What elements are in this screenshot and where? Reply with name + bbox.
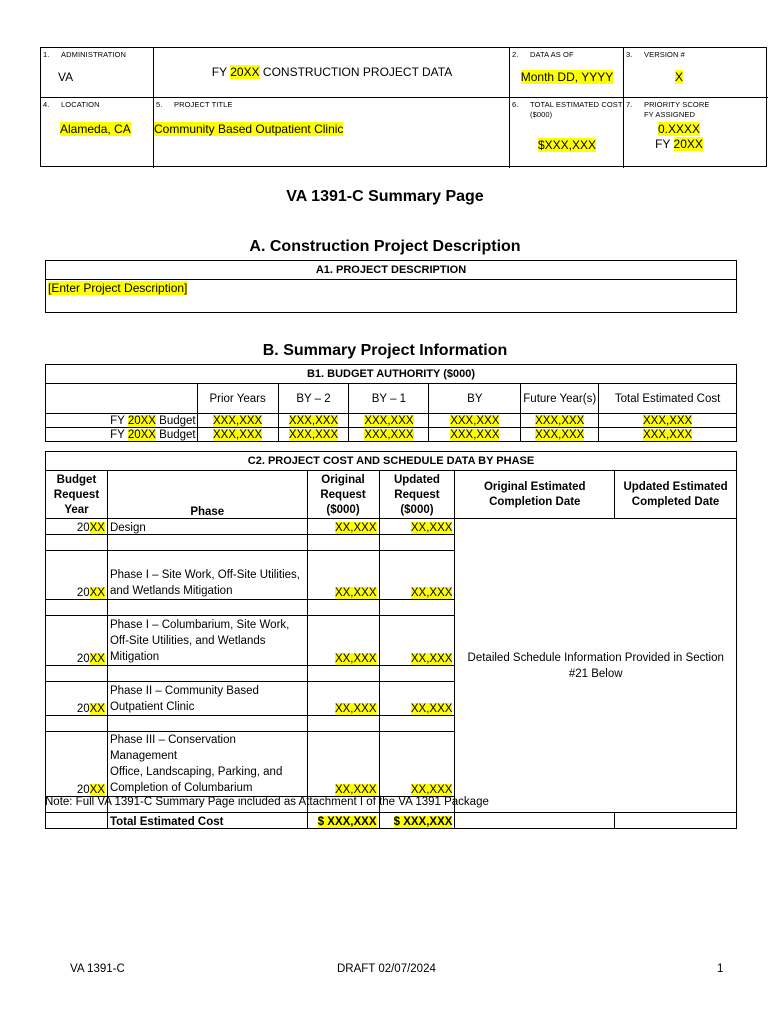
phase-year[interactable]: XX bbox=[89, 784, 105, 796]
budget-cell[interactable]: XXX,XXX bbox=[450, 415, 500, 427]
field-number: 1. bbox=[43, 50, 50, 59]
col-by-minus-1: BY – 1 bbox=[349, 384, 429, 414]
col-original-estimated-completion: Original Estimated Completion Date bbox=[455, 471, 615, 519]
updated-request-cell[interactable]: XX,XXX bbox=[410, 587, 453, 599]
field-number: 6. bbox=[512, 100, 519, 109]
administration-value: VA bbox=[58, 70, 74, 84]
budget-row-label: FY 20XX Budget bbox=[46, 414, 198, 428]
phase-year[interactable]: XX bbox=[89, 703, 105, 715]
updated-request-cell[interactable]: XX,XXX bbox=[410, 784, 453, 796]
project-title-label: PROJECT TITLE bbox=[174, 100, 233, 109]
original-request-cell[interactable]: XX,XXX bbox=[334, 653, 377, 665]
section-b-title: B. Summary Project Information bbox=[262, 342, 508, 359]
budget-cell[interactable]: XXX,XXX bbox=[535, 429, 585, 441]
project-description-input[interactable]: [Enter Project Description] bbox=[48, 281, 188, 295]
fy-assigned-label: FY ASSIGNED bbox=[644, 110, 695, 119]
budget-row-label: FY 20XX Budget bbox=[46, 428, 198, 442]
data-as-of-label: DATA AS OF bbox=[530, 50, 574, 59]
data-as-of-cell bbox=[510, 48, 624, 98]
updated-request-cell[interactable]: XX,XXX bbox=[410, 522, 453, 534]
schedule-note: Detailed Schedule Information Provided in Section #21 Below bbox=[455, 519, 737, 813]
budget-cell[interactable]: XXX,XXX bbox=[450, 429, 500, 441]
original-request-cell[interactable]: XX,XXX bbox=[334, 587, 377, 599]
version-label: VERSION # bbox=[644, 50, 685, 59]
total-estimated-cost-value[interactable]: $XXX,XXX bbox=[537, 138, 597, 152]
table-row: 20XX Phase I – Columbarium, Site Work, Off-Site Utilities, and Wetlands Mitigation XX,XXX XX,XXX bbox=[46, 616, 737, 666]
version-cell bbox=[624, 48, 768, 98]
project-data-title: FY 20XX CONSTRUCTION PROJECT DATA bbox=[211, 65, 453, 79]
priority-score-value[interactable]: 0.XXXX bbox=[657, 122, 701, 136]
summary-note: Note: Full VA 1391-C Summary Page included as Attachment I of the VA 1391 Package bbox=[45, 796, 489, 808]
footer-page-number: 1 bbox=[717, 963, 724, 975]
project-description-header: A1. PROJECT DESCRIPTION bbox=[46, 261, 736, 280]
total-updated-request[interactable]: $ XXX,XXX bbox=[393, 816, 453, 828]
priority-score-label: PRIORITY SCORE bbox=[644, 100, 710, 109]
phase-year[interactable]: XX bbox=[89, 653, 105, 665]
priority-score-cell bbox=[624, 98, 768, 168]
budget-cell[interactable]: XXX,XXX bbox=[212, 429, 263, 441]
phase-table-header: C2. PROJECT COST AND SCHEDULE DATA BY PHASE bbox=[46, 452, 737, 471]
table-row: 20XX Phase I – Site Work, Off-Site Utilities, and Wetlands Mitigation XX,XXX XX,XXX bbox=[46, 551, 737, 600]
project-description-box bbox=[45, 260, 737, 313]
field-number: 5. bbox=[156, 100, 163, 109]
original-request-cell[interactable]: XX,XXX bbox=[334, 784, 377, 796]
budget-cell[interactable]: XXX,XXX bbox=[364, 429, 414, 441]
location-value[interactable]: Alameda, CA bbox=[60, 122, 131, 136]
total-label: Total Estimated Cost bbox=[107, 813, 307, 829]
phase-cost-schedule-table bbox=[45, 451, 737, 829]
footer-form-id: VA 1391-C bbox=[70, 963, 125, 975]
phase-year[interactable]: XX bbox=[89, 587, 105, 599]
budget-cell[interactable]: XXX,XXX bbox=[535, 415, 585, 427]
original-request-cell[interactable]: XX,XXX bbox=[334, 703, 377, 715]
budget-cell[interactable]: XXX,XXX bbox=[212, 415, 263, 427]
total-estimated-cost-cell bbox=[510, 98, 624, 168]
phase-name: Phase I – Columbarium, Site Work, Off-Site Utilities, and Wetlands Mitigation bbox=[107, 616, 307, 666]
phase-name: Design bbox=[107, 519, 307, 535]
col-phase: Phase bbox=[107, 471, 307, 519]
col-future-years: Future Year(s) bbox=[521, 384, 599, 414]
col-updated-request: Updated Request ($000) bbox=[379, 471, 455, 519]
field-number: 2. bbox=[512, 50, 519, 59]
budget-authority-table bbox=[45, 364, 737, 442]
phase-name: Phase I – Site Work, Off-Site Utilities, and Wetlands Mitigation bbox=[107, 551, 307, 600]
total-original-request[interactable]: $ XXX,XXX bbox=[317, 816, 377, 828]
project-data-title-cell bbox=[154, 48, 510, 98]
field-number: 7. bbox=[626, 100, 633, 109]
budget-cell[interactable]: XXX,XXX bbox=[288, 415, 339, 427]
col-original-request: Original Request ($000) bbox=[307, 471, 379, 519]
table-row: 20XX Phase III – Conservation Management Office, Landscaping, Parking, and Completion of Columbarium XX,XXX XX,XXX bbox=[46, 732, 737, 797]
project-title-value[interactable]: Community Based Outpatient Clinic bbox=[154, 122, 344, 136]
table-row: 20XX Phase II – Community Based Outpatient Clinic XX,XXX XX,XXX bbox=[46, 682, 737, 716]
budget-cell[interactable]: XXX,XXX bbox=[642, 429, 693, 441]
total-estimated-cost-label: TOTAL ESTIMATED COST bbox=[530, 100, 623, 109]
project-data-year: 20XX bbox=[230, 65, 260, 79]
updated-request-cell[interactable]: XX,XXX bbox=[410, 703, 453, 715]
version-value[interactable]: X bbox=[674, 70, 683, 84]
total-row bbox=[46, 813, 737, 829]
data-as-of-value[interactable]: Month DD, YYYY bbox=[520, 70, 614, 84]
table-row bbox=[46, 414, 737, 428]
col-total-estimated-cost: Total Estimated Cost bbox=[599, 384, 737, 414]
fy-assigned-value: FY 20XX bbox=[655, 137, 703, 151]
budget-authority-header: B1. BUDGET AUTHORITY ($000) bbox=[46, 365, 737, 384]
budget-cell[interactable]: XXX,XXX bbox=[642, 415, 693, 427]
administration-cell bbox=[41, 48, 154, 98]
updated-request-cell[interactable]: XX,XXX bbox=[410, 653, 453, 665]
phase-name: Phase III – Conservation Management Office, Landscaping, Parking, and Completion of Columbarium bbox=[107, 732, 307, 797]
budget-cell[interactable]: XXX,XXX bbox=[364, 415, 414, 427]
table-row: 20XX Design XX,XXX XX,XXX Detailed Schedule Information Provided in Section #21 Below bbox=[46, 519, 737, 535]
total-estimated-cost-unit: ($000) bbox=[530, 110, 553, 119]
location-label: LOCATION bbox=[61, 100, 100, 109]
administration-label: ADMINISTRATION bbox=[61, 50, 127, 59]
table-row bbox=[46, 428, 737, 442]
location-cell bbox=[41, 98, 154, 168]
col-budget-request-year: Budget Request Year bbox=[46, 471, 108, 519]
footer-draft-date: DRAFT 02/07/2024 bbox=[337, 963, 436, 975]
col-by-minus-2: BY – 2 bbox=[278, 384, 349, 414]
col-by: BY bbox=[429, 384, 521, 414]
phase-name: Phase II – Community Based Outpatient Clinic bbox=[107, 682, 307, 716]
original-request-cell[interactable]: XX,XXX bbox=[334, 522, 377, 534]
field-number: 3. bbox=[626, 50, 633, 59]
project-data-header bbox=[40, 47, 767, 167]
phase-year[interactable]: XX bbox=[89, 522, 105, 534]
page-title: VA 1391-C Summary Page bbox=[286, 188, 484, 205]
budget-cell[interactable]: XXX,XXX bbox=[288, 429, 339, 441]
col-prior-years: Prior Years bbox=[197, 384, 278, 414]
field-number: 4. bbox=[43, 100, 50, 109]
col-updated-estimated-completed: Updated Estimated Completed Date bbox=[615, 471, 737, 519]
section-a-title: A. Construction Project Description bbox=[249, 238, 521, 255]
project-title-cell bbox=[154, 98, 510, 168]
